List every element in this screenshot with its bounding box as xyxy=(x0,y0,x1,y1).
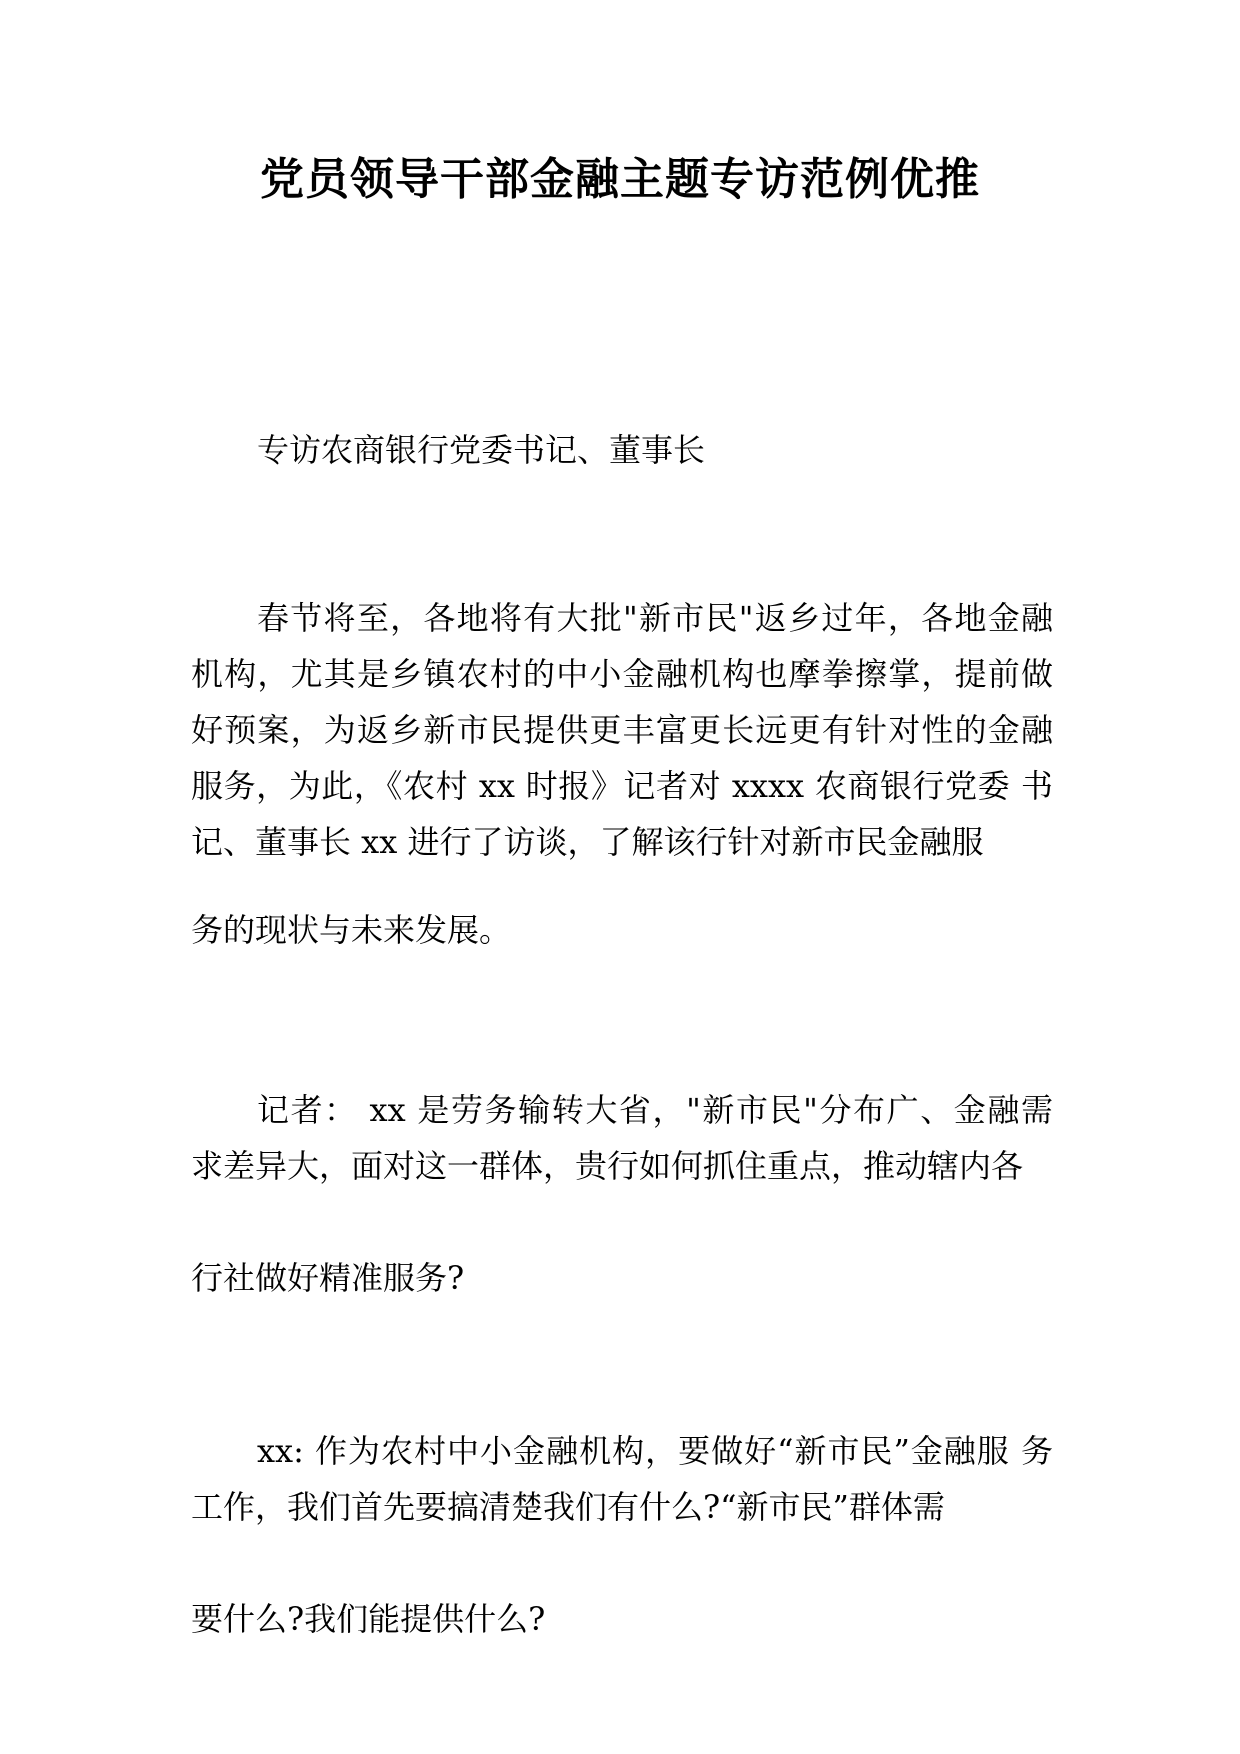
paragraph-reporter-question-tail: 行社做好精准服务? xyxy=(191,1259,465,1297)
document-title: 党员领导干部金融主题专访范例优推 xyxy=(260,154,980,205)
paragraph-intro-tail: 务的现状与未来发展。 xyxy=(191,911,512,949)
paragraph-answer: xx: 作为农村中小金融机构，要做好“新市民”金融服 务工作，我们首先要搞清楚我们有什么?“新市民”群体需 xyxy=(191,1432,1053,1526)
paragraph-reporter-question: 记者： xx 是劳务输转大省，"新市民"分布广、金融需 求差异大，面对这一群体，贵行如何抓住重点，推动辖内各 xyxy=(191,1091,1053,1185)
paragraph-answer-tail: 要什么?我们能提供什么? xyxy=(191,1600,546,1638)
paragraph-intro: 春节将至，各地将有大批"新市民"返乡过年，各地金融机构，尤其是乡镇农村的中小金融机构也摩拳擦掌，提前做好预案，为返乡新市民提供更丰富更长远更有针对性的金融服务，为此，《农村 xx 时报》记者对 xxxx 农商银行党委 书记、董事长 xx 进行了访谈，了解该行针对新市民金融服 xyxy=(191,599,1053,861)
document-subtitle: 专访农商银行党委书记、董事长 xyxy=(257,431,706,469)
